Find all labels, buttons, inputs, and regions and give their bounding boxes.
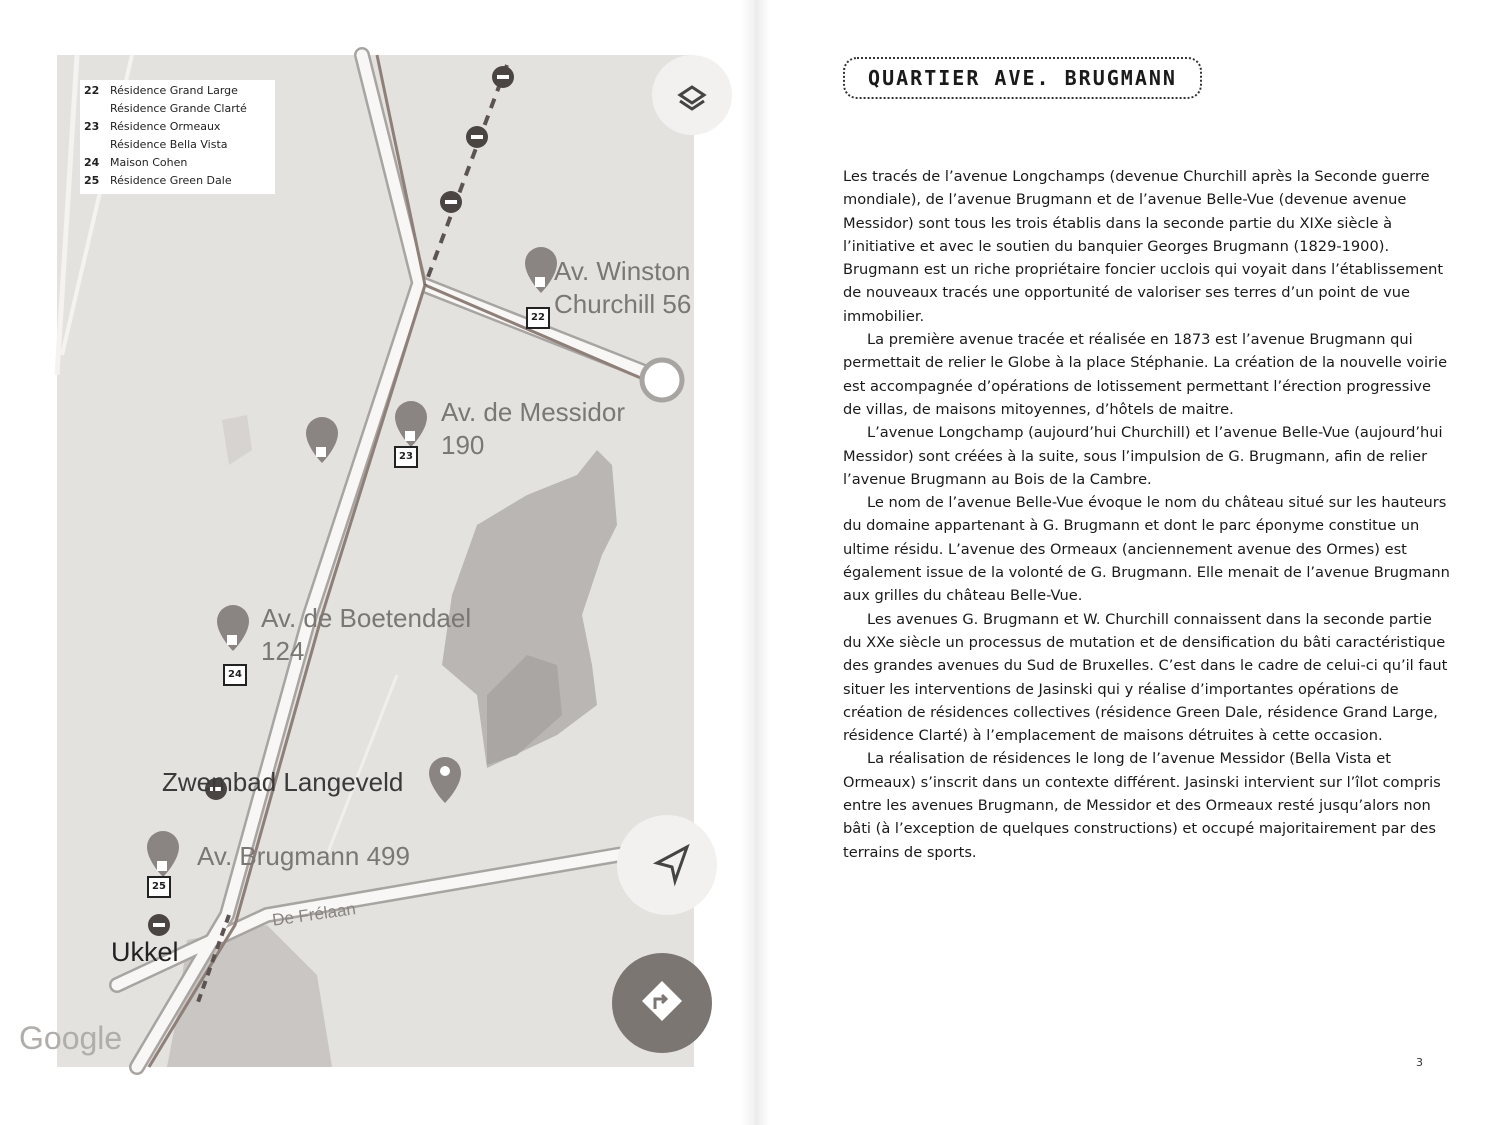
paragraph: L’avenue Longchamp (aujourd’hui Churchill) et l’avenue Belle-Vue (aujourd’hui Messidor) sont créées à la suite, sous l’impulsion de G. Brugmann, afin de relier l’avenue Brugmann au Bois de la Cambre.: [843, 424, 1443, 488]
page-title: QUARTIER AVE. BRUGMANN: [843, 57, 1202, 99]
dashed-rail: [425, 65, 507, 285]
navigate-icon: [617, 815, 717, 915]
legend-line: Résidence Grande Clarté: [110, 102, 247, 115]
small-park: [222, 415, 252, 465]
legend-line: Résidence Bella Vista: [110, 138, 228, 151]
poi-line: Av. de Boetendael: [261, 603, 472, 633]
legend-row: [80, 118, 275, 154]
legend-row: [80, 172, 275, 190]
legend-row: [80, 82, 275, 118]
map-legend: [80, 80, 275, 194]
map-image: [19, 55, 694, 1067]
navigate-button[interactable]: [617, 815, 717, 915]
legend-line: Résidence Green Dale: [110, 174, 232, 187]
google-logo: Google: [19, 1020, 123, 1056]
poi-line: 124: [261, 636, 305, 666]
poi-line: Av. Brugmann 499: [197, 841, 410, 871]
roundabout: [642, 360, 682, 400]
map-drawing: [57, 55, 694, 1067]
street-label-frelaan: De Frélaan: [271, 899, 357, 930]
paragraph: La première avenue tracée et réalisée en 1873 est l’avenue Brugmann qui permettait de relier le Globe à la place Stéphanie. La création de la nouvelle voirie est accompagnée d’opérations de lotissement permettant l’érection progressive de villas, de maisons mitoyennes, d’hôtels de maitre.: [843, 331, 1448, 418]
legend-number: 22: [84, 84, 100, 97]
page-number: 3: [1416, 1056, 1423, 1069]
legend-line: Résidence Ormeaux: [110, 120, 221, 133]
marker-24: 24: [223, 664, 247, 686]
legend-number: 23: [84, 120, 100, 133]
legend-text: [110, 82, 275, 118]
marker-23: 23: [394, 446, 418, 468]
legend-text: [110, 154, 275, 172]
poi-line: Churchill 56: [554, 289, 692, 319]
article-body: [843, 165, 1453, 864]
legend-number: 25: [84, 174, 100, 187]
poi-label-brugmann: [197, 840, 410, 873]
transit-icon: [148, 66, 514, 936]
paragraph: Les avenues G. Brugmann et W. Churchill connaissent dans la seconde partie du XXe siècle un processus de mutation et de densification du bâti caractéristique des grandes avenues du Sud de Bruxelles. C’est dans le cadre de celui-ci qu’il faut situer les interventions de Jasinski qui y réalise d’importantes opérations de création de résidences collectives (résidence Green Dale, résidence Grand Large, résidence Clarté) à l’emplacement de maisons détruites à cette occasion.: [843, 610, 1448, 745]
legend-row: [80, 154, 275, 172]
legend-line: Résidence Grand Large: [110, 84, 238, 97]
poi-label-churchill: [554, 255, 691, 321]
poi-label-boetendael: [261, 602, 471, 668]
page-gutter: [740, 0, 770, 1125]
place-label-zwembad: Zwembad Langeveld: [162, 767, 404, 797]
layers-icon: [652, 55, 732, 135]
legend-text: [110, 172, 275, 190]
legend-line: Maison Cohen: [110, 156, 188, 169]
directions-icon: [612, 953, 712, 1053]
layers-button[interactable]: [652, 55, 732, 135]
paragraph: La réalisation de résidences le long de l’avenue Messidor (Bella Vista et Ormeaux) s’inscrit dans un contexte différent. Jasinski intervient sur l’îlot compris entre les avenues Brugmann, de Messidor et des Ormeaux resté jusqu’alors non bâti (à l’exception de quelques constructions) et occupé majoritairement par des terrains de sports.: [843, 750, 1441, 861]
marker-22: 22: [526, 307, 550, 329]
poi-label-messidor: [441, 396, 625, 462]
legend-number: 24: [84, 156, 100, 169]
minor-road: [327, 675, 397, 855]
legend-text: [110, 118, 275, 154]
paragraph: Le nom de l’avenue Belle-Vue évoque le nom du château situé sur les hauteurs du domaine appartenant à G. Brugmann et dont le parc éponyme constitue un ultime résidu. L’avenue des Ormeaux (anciennement avenue des Ormes) est également issue de la volonté de G. Brugmann. Elle menait de l’avenue Brugmann aux grilles du château Belle-Vue.: [843, 494, 1450, 605]
poi-line: Av. de Messidor: [441, 397, 626, 427]
place-label-ukkel: Ukkel: [111, 937, 179, 967]
directions-button[interactable]: [612, 953, 712, 1053]
poi-line: 190: [441, 430, 485, 460]
poi-line: Av. Winston: [554, 256, 691, 286]
marker-25: 25: [147, 876, 171, 898]
paragraph: Les tracés de l’avenue Longchamps (devenue Churchill après la Seconde guerre mondiale), de l’avenue Brugmann et de l’avenue Belle-Vue (devenue avenue Messidor) sont tous les trois établis dans la seconde partie du XIXe siècle à l’initiative et avec le soutien du banquier Georges Brugmann (1829-1900). Brugmann est un riche propriétaire foncier ucclois qui voyait dans l’établissement de nouveaux tracés une opportunité de valoriser ses terres d’un point de vue immobilier.: [843, 168, 1444, 325]
